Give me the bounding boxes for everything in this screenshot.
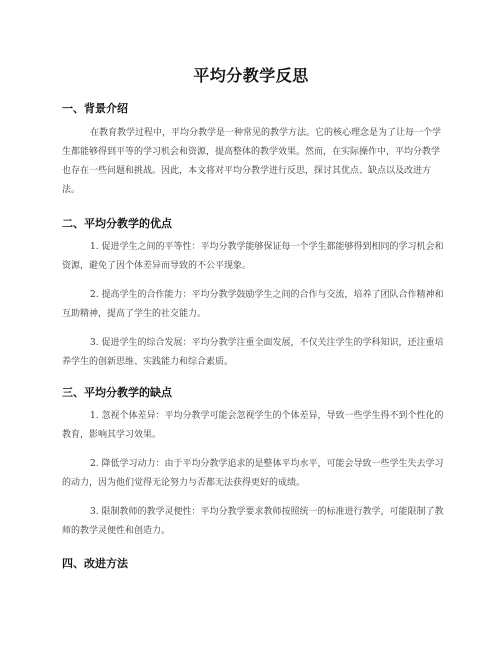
paragraph-advantage-2: 2. 提高学生的合作能力：平均分教学鼓励学生之间的合作与交流，培养了团队合作精神和互助精神，提高了学生的社交能力。 [62, 290, 444, 319]
document-title: 平均分教学反思 [193, 66, 309, 85]
section-heading-improvements: 四、改进方法 [62, 557, 128, 570]
paragraph-background: 在教育教学过程中，平均分教学是一种常见的教学方法。它的核心理念是为了让每一个学生都能够得到平等的学习机会和资源，提高整体的教学效果。然而，在实际操作中，平均分教学也存在一些问题和挑战。因此，本文将对平均分教学进行反思，探讨其优点、缺点以及改进方法。 [62, 128, 442, 195]
paragraph-advantage-1: 1. 促进学生之间的平等性：平均分教学能够保证每一个学生都能够得到相同的学习机会和资源，避免了因个体差异而导致的不公平现象。 [62, 242, 444, 271]
paragraph-disadvantage-2: 2. 降低学习动力：由于平均分教学追求的是整体平均水平，可能会导致一些学生失去学习的动力，因为他们觉得无论努力与否都无法获得更好的成绩。 [62, 459, 444, 488]
section-heading-background: 一、背景介绍 [62, 102, 128, 115]
section-heading-disadvantages: 三、平均分教学的缺点 [62, 386, 172, 399]
paragraph-disadvantage-3: 3. 限制教师的教学灵便性：平均分教学要求教师按照统一的标准进行教学，可能限制了教师的教学灵便性和创造力。 [62, 507, 444, 536]
section-heading-advantages: 二、平均分教学的优点 [62, 217, 172, 230]
paragraph-advantage-3: 3. 促进学生的综合发展：平均分教学注重全面发展，不仅关注学生的学科知识，还注重培养学生的创新思维、实践能力和综合素质。 [62, 338, 444, 367]
paragraph-disadvantage-1: 1. 忽视个体差异：平均分教学可能会忽视学生的个体差异，导致一些学生得不到个性化的教育，影响其学习效果。 [62, 411, 444, 440]
